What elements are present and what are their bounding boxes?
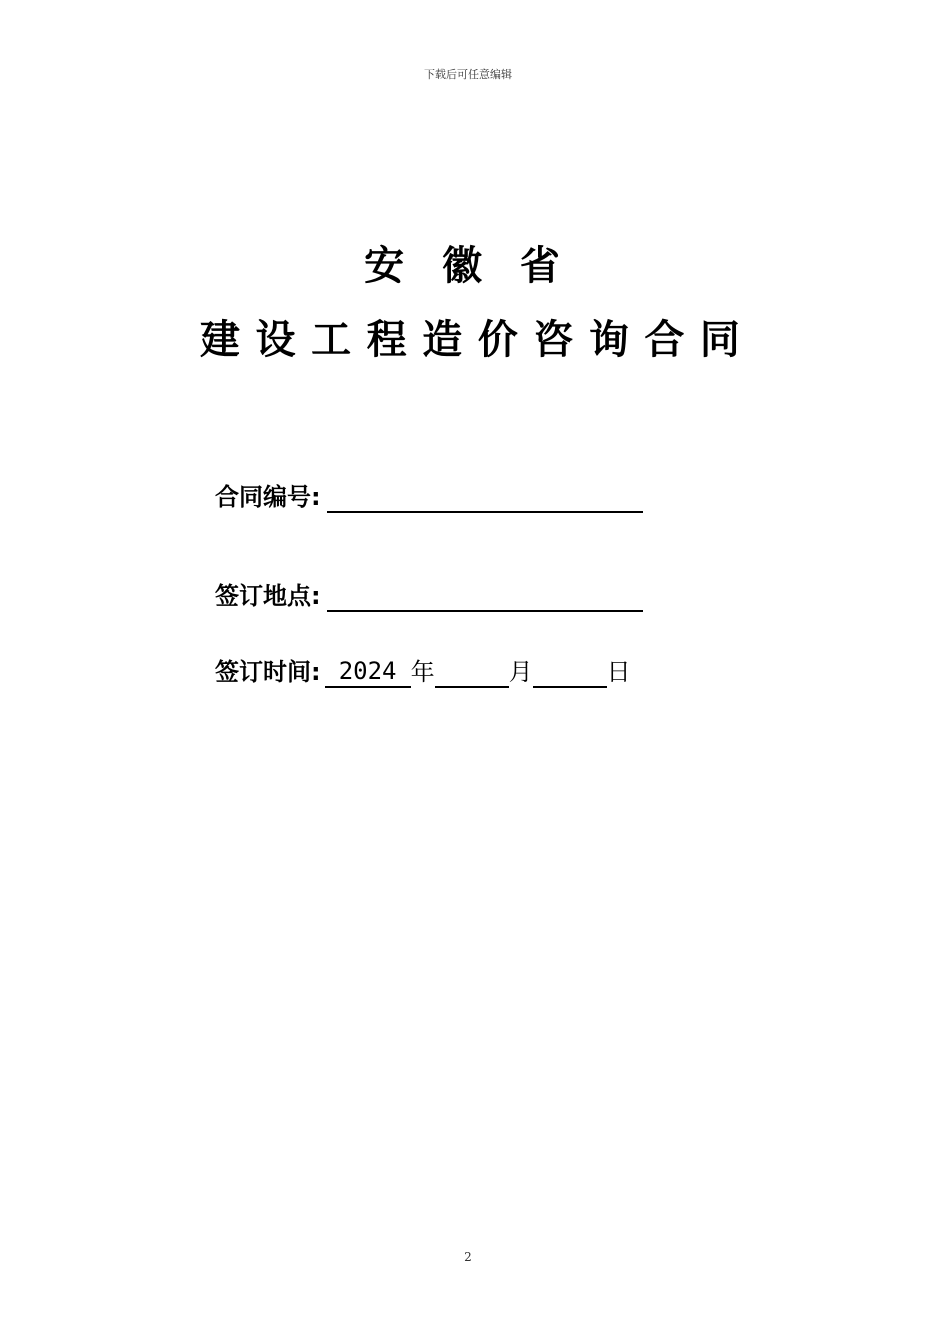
signing-time-label: 签订时间:	[215, 658, 321, 686]
header-note: 下载后可任意编辑	[424, 68, 512, 81]
title-char: 咨	[533, 317, 574, 363]
title-char: 工	[311, 317, 352, 363]
contract-number-field[interactable]	[327, 481, 643, 513]
document-title-main	[200, 312, 740, 368]
contract-number-label: 合同编号:	[215, 483, 321, 511]
title-char: 造	[422, 317, 463, 363]
day-field[interactable]	[533, 656, 607, 688]
month-field[interactable]	[435, 656, 509, 688]
title-char: 价	[477, 317, 518, 363]
title-char: 程	[366, 317, 407, 363]
title-char: 合	[644, 317, 685, 363]
year-field[interactable]: 2024	[325, 656, 411, 688]
title-char: 询	[588, 317, 629, 363]
title-char: 建	[200, 317, 240, 363]
year-unit: 年	[410, 658, 435, 686]
month-unit: 月	[508, 658, 533, 686]
page-number: 2	[464, 1250, 472, 1264]
signing-time-row	[215, 656, 631, 688]
signing-place-row	[215, 580, 643, 612]
signing-place-field[interactable]	[327, 580, 643, 612]
contract-number-row	[215, 481, 643, 513]
document-title-province: 安 徽 省	[364, 243, 572, 289]
signing-place-label: 签订地点:	[215, 582, 321, 610]
day-unit: 日	[606, 658, 631, 686]
title-char: 同	[699, 317, 740, 363]
title-char: 设	[255, 317, 296, 363]
